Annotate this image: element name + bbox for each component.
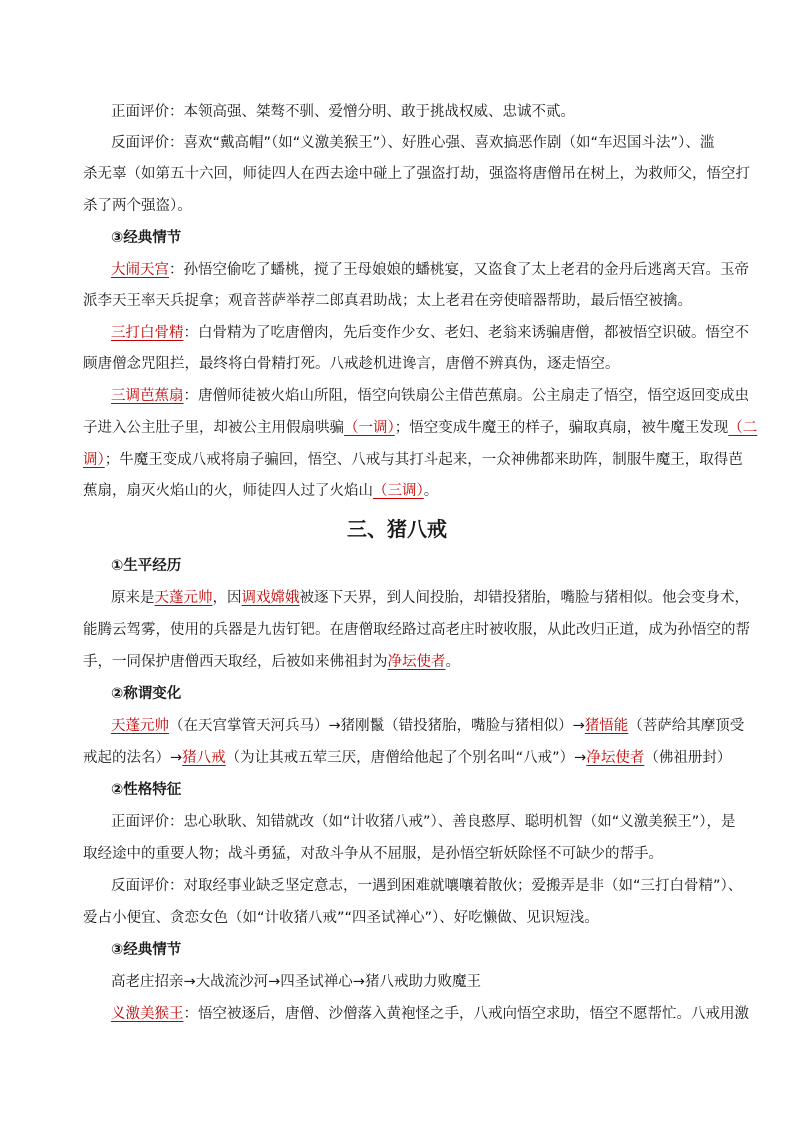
text-span: ：孙悟空偷吃了蟠桃，搅了王母娘娘的蟠桃宴，又盗食了太上老君的金丹后逃离天宫。玉帝 xyxy=(169,262,749,278)
highlight: （一调） xyxy=(344,420,395,436)
text-span: 顾唐僧念咒阻拦，最终将白骨精打死。八戒趁机进谗言，唐僧不辨真伪，逐走悟空。 xyxy=(83,356,620,372)
positive-review: 正面评价：忠心耿耿、知错就改（如“计收猪八戒”）、善良憨厚、聪明机智（如“义激美猴王”），是 xyxy=(111,814,736,830)
episode-term: 三打白骨精 xyxy=(111,325,184,341)
highlight: （二 xyxy=(728,420,758,436)
text-span: ，因 xyxy=(212,590,242,606)
text-span: 蕉扇，扇灭火焰山的火，师徒四人过了火焰山 xyxy=(83,483,373,499)
episode-term: 三调芭蕉扇 xyxy=(111,388,184,404)
text-span: 派李天王率天兵捉拿；观音菩萨举荐二郎真君助战；太上老君在旁使暗器帮助，最后悟空被擒。 xyxy=(83,293,692,309)
text-line xyxy=(111,133,731,153)
text-line xyxy=(111,323,749,343)
text-line xyxy=(111,260,749,280)
text-span: （在天宫掌管天河兵马）→猪刚鬣（错投猪胎，嘴脸与猪相似）→ xyxy=(169,718,585,734)
text-span: （为让其戒五荤三厌，唐僧给他起了个别名叫“八戒”）→ xyxy=(225,750,587,766)
episode-term: 大闹天宫 xyxy=(111,262,169,278)
highlight: 净坛使者 xyxy=(586,750,645,766)
section-label-traits xyxy=(111,780,731,800)
highlight: 天蓬元帅 xyxy=(111,718,169,734)
section-label: ②称谓变化 xyxy=(111,686,182,702)
text-line xyxy=(111,812,736,832)
section-label: ③经典情节 xyxy=(111,942,182,958)
text-line xyxy=(111,588,749,608)
text-span: ：悟空被逐后，唐僧、沙僧落入黄袍怪之手，八戒向悟空求助，悟空不愿帮忙。八戒用激 xyxy=(183,1006,749,1022)
text-span: 爱占小便宜、贪恋女色（如“计收猪八戒”“四圣试禅心”）、好吃懒做、见识短浅。 xyxy=(83,910,599,926)
text-span: 原来是 xyxy=(111,590,155,606)
highlight: 调） xyxy=(83,452,105,468)
highlight: 净坛使者 xyxy=(387,654,446,670)
highlight: 调戏嫦娥 xyxy=(241,590,300,606)
text-span: 杀了两个强盗）。 xyxy=(83,198,192,214)
text-line xyxy=(111,386,749,406)
text-line xyxy=(111,102,731,122)
section-label-plots xyxy=(111,940,731,960)
text-line xyxy=(83,164,750,184)
highlight: （三调） xyxy=(373,483,424,499)
text-span: ；牛魔王变成八戒将扇子骗回，悟空、八戒与其打斗起来，一众神佛都来助阵，制服牛魔王，取得芭 xyxy=(104,452,743,468)
highlight: 猪悟能 xyxy=(584,718,629,734)
text-line xyxy=(83,196,733,216)
text-span: 。 xyxy=(423,483,439,499)
text-span: 能腾云驾雾，使用的兵器是九齿钉钯。在唐僧取经路过高老庄时被收服，从此改归正道，成为孙悟空的帮 xyxy=(83,622,750,638)
positive-review: 正面评价：本领高强、桀骜不驯、爱憎分明、敢于挑战权威、忠诚不贰。 xyxy=(111,104,575,120)
text-span: 戒起的法名）→ xyxy=(83,750,183,766)
episode-term: 义激美猴王 xyxy=(111,1006,184,1022)
section-label-names xyxy=(111,684,731,704)
text-line xyxy=(83,481,733,501)
text-span: （菩萨给其摩顶受 xyxy=(628,718,745,734)
text-span: ；悟空变成牛魔王的样子，骗取真扇，被牛魔王发现 xyxy=(394,420,729,436)
text-span: 取经途中的重要人物；战斗勇猛，对敌斗争从不屈服，是孙悟空斩妖除怪不可缺少的帮手。 xyxy=(83,846,663,862)
text-line xyxy=(83,418,758,438)
text-line xyxy=(111,1004,749,1024)
text-line xyxy=(111,972,731,992)
text-line xyxy=(83,844,733,864)
section-heading: 三、猪八戒 xyxy=(347,517,447,541)
text-span: 手，一同保护唐僧西天取经，后被如来佛祖封为 xyxy=(83,654,388,670)
text-line xyxy=(83,652,733,672)
text-line xyxy=(83,291,733,311)
section-label: ②性格特征 xyxy=(111,782,182,798)
text-span: 杀无辜（如第五十六回，师徒四人在西去途中碰上了强盗打劫，强盗将唐僧吊在树上，为救师父，悟空打 xyxy=(83,166,750,182)
plot-sequence: 高老庄招亲→大战流沙河→四圣试禅心→猪八戒助力败魔王 xyxy=(111,974,481,990)
text-line xyxy=(111,716,745,736)
text-line xyxy=(83,748,733,768)
text-line xyxy=(83,450,743,470)
section-label: ①生平经历 xyxy=(111,558,182,574)
section-label: ③经典情节 xyxy=(111,230,182,246)
text-span: ：唐僧师徒被火焰山所阻，悟空向铁扇公主借芭蕉扇。公主扇走了悟空，悟空返回变成虫 xyxy=(183,388,749,404)
negative-review: 反面评价：对取经事业缺乏坚定意志，一遇到困难就嚷嚷着散伙；爱搬弄是非（如“三打白骨精”）、 xyxy=(111,878,743,894)
highlight: 猪八戒 xyxy=(182,750,226,766)
section-label-life xyxy=(111,556,731,576)
highlight: 天蓬元帅 xyxy=(154,590,213,606)
text-span: 被逐下天界，到人间投胎，却错投猪胎，嘴脸与猪相似。他会变身术， xyxy=(299,590,749,606)
text-line xyxy=(83,354,733,374)
text-span: ：白骨精为了吃唐僧肉，先后变作少女、老妇、老翁来诱骗唐僧，都被悟空识破。悟空不 xyxy=(183,325,749,341)
text-line xyxy=(83,908,733,928)
text-line xyxy=(83,620,750,640)
text-span: 子进入公主肚子里，却被公主用假扇哄骗 xyxy=(83,420,344,436)
negative-review: 反面评价：喜欢“戴高帽”（如“义激美猴王”）、好胜心强、喜欢搞恶作剧（如“车迟国斗法”）、滥 xyxy=(111,135,715,151)
text-line xyxy=(111,876,743,896)
text-span: （佛祖册封） xyxy=(644,750,732,766)
section-label-plots xyxy=(111,228,731,248)
text-span: 。 xyxy=(445,654,460,670)
